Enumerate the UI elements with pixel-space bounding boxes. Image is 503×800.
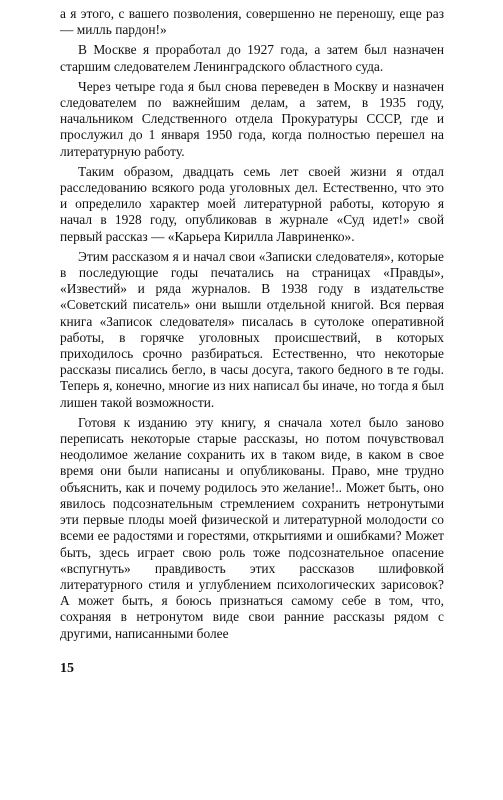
paragraph-continuation: а я этого, с вашего позволения, совершенно не переношу, еще раз — милль пардон!» [60, 6, 444, 38]
paragraph-moscow-1927: В Москве я проработал до 1927 года, а затем был назначен старшим следователем Ленинградского областного суда. [60, 42, 444, 74]
paragraph-preparing-edition: Готовя к изданию эту книгу, я сначала хотел было заново переписать некоторые старые рассказы, но потом почувствовал неодолимое желание сохранить их в таком виде, в каком в свое время они были написаны и опубликованы. Право, мне трудно объяснить, как и почему родилось это желание!.. Может быть, оно явилось подсознательным стремлением сохранить нетронутыми эти первые плоды моей физической и литературной молодости со всеми ее радостями и горестями, открытиями и ошибками? Может быть, здесь играет свою роль тоже подсознательное опасение «вспугнуть» правдивость этих рассказов шлифовкой литературного стиля и углублением психологических зарисовок? А может быть, я боюсь признаться самому себе в том, что, сохраняя в нетронутом виде свои ранние рассказы рядом с другими, написанными более [60, 414, 444, 641]
page-number: 15 [60, 661, 74, 676]
paragraph-twenty-seven-years: Таким образом, двадцать семь лет своей жизни я отдал расследованию всякого рода уголовных дел. Естественно, что это и определило характер моей литературной работы, которую я начал в 1928 году, опубликовав в журнале «Суд идет!» свой первый рассказ — «Карьера Кирилла Лавриненко». [60, 163, 444, 244]
body-text [60, 6, 444, 646]
paragraph-investigator-notes: Этим рассказом я и начал свои «Записки следователя», которые в последующие годы печатались на страницах «Правды», «Известий» и ряда журналов. В 1938 году в издательстве «Советский писатель» они вышли отдельной книгой. Вся первая книга «Записок следователя» писалась в сутолоке оперативной работы, в горячке уголовных происшествий, в которых приходилось срочно разбираться. Естественно, что некоторые рассказы писались бегло, в часы досуга, такого бедного в те годы. Теперь я, конечно, многие из них написал бы иначе, но тогда я был лишен такой возможности. [60, 248, 444, 410]
paragraph-transfer-moscow: Через четыре года я был снова переведен в Москву и назначен следователем по важнейшим делам, а затем, в 1935 году, начальником Следственного отдела Прокуратуры СССР, где и прослужил до 1 января 1950 года, когда полностью перешел на литературную работу. [60, 78, 444, 159]
